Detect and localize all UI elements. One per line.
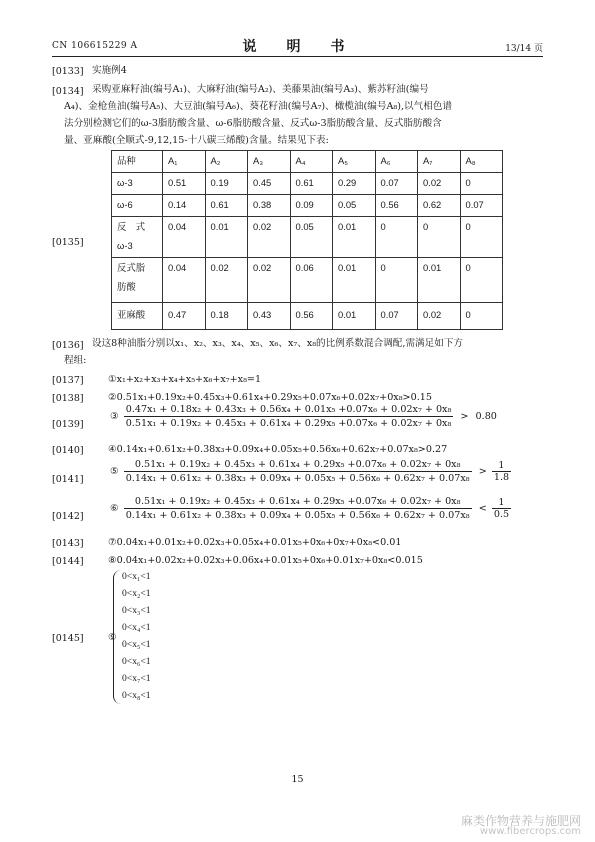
rhs-numerator: 1 (492, 460, 511, 472)
row-label: 亚麻酸 (112, 303, 163, 330)
relation: < (478, 503, 487, 514)
table-cell: 0.38 (248, 195, 291, 217)
table-header-cell: A₃ (248, 151, 291, 173)
table-header-cell: A₇ (418, 151, 461, 173)
para-number-0140: [0140] (52, 445, 84, 456)
denominator: 0.14x₁ + 0.61x₂ + 0.38x₃ + 0.09x₄ + 0.05x₅ + 0.56x₆ + 0.62x₇ + 0.07x₈ (125, 473, 470, 484)
para-number-0136: [0136] (52, 340, 84, 351)
table-cell: 0.43 (248, 303, 291, 330)
equation-mark-9: ⑨ (108, 632, 117, 643)
para-0134-line3: 法分别检测它们的ω-3脂肪酸含量、ω-6脂肪酸含量、反式ω-3脂肪酸含量、反式脂肪酸含 (64, 118, 442, 129)
para-number-0133: [0133] (52, 66, 84, 77)
equation-mark: ③ (110, 411, 119, 422)
equation-4: ④0.14x₁+0.61x₂+0.38x₃+0.09x₄+0.05x₅+0.56x₆+0.62x₇+0.07x₈>0.27 (108, 444, 448, 455)
para-number-0144: [0144] (52, 556, 84, 567)
rhs-denominator: 1.8 (493, 472, 510, 483)
table-header-row (112, 151, 503, 173)
fatty-acid-table (111, 150, 503, 330)
denominator: 0.51x₁ + 0.19x₂ + 0.45x₃ + 0.61x₄ + 0.29x₅ +0.07x₆ + 0.02x₇ + 0x₈ (125, 418, 452, 429)
bound-constraint: 0<x₇<1 (122, 673, 151, 684)
table-cell: 0.56 (375, 195, 418, 217)
table-cell: 0.05 (290, 217, 333, 258)
para-number-0137: [0137] (52, 375, 84, 386)
table-cell: 0.02 (418, 303, 461, 330)
para-0136-line1: 设这8种油脂分别以x₁、x₂、x₃、x₄、x₅、x₆、x₇、x₈的比例系数混合调配,需满足如下方 (92, 338, 464, 349)
relation: > (460, 411, 469, 422)
para-number-0134: [0134] (52, 86, 84, 97)
fraction (124, 496, 472, 521)
table-header-cell: A₄ (290, 151, 333, 173)
table-cell: 0.56 (290, 303, 333, 330)
table-cell: 0 (460, 258, 503, 303)
table-cell: 0.62 (418, 195, 461, 217)
header-rule (52, 56, 543, 57)
bound-constraint: 0<x₃<1 (122, 605, 151, 616)
para-0134-line4: 量、亚麻酸(全顺式-9,12,15-十八碳三烯酸)含量。结果见下表: (64, 135, 329, 146)
equation-8: ⑧0.04x₁+0.02x₂+0.02x₃+0.06x₄+0.01x₅+0x₆+0.01x₇+0x₈<0.015 (108, 555, 423, 566)
table-row (112, 258, 503, 303)
numerator: 0.51x₁ + 0.19x₂ + 0.45x₃ + 0.61x₄ + 0.29x₅ +0.07x₆ + 0.02x₇ + 0x₈ (124, 459, 472, 472)
table-cell: 0.01 (333, 303, 376, 330)
para-number-0138: [0138] (52, 393, 84, 404)
para-number-0135: [0135] (52, 237, 84, 248)
system-brace (113, 570, 122, 704)
equation-6 (108, 496, 511, 521)
table-cell: 0.06 (290, 258, 333, 303)
table-cell: 0.45 (248, 173, 291, 195)
rhs-value: 0.80 (475, 411, 497, 422)
table-cell: 0 (375, 217, 418, 258)
row-label: ω-3 (112, 173, 163, 195)
para-number-0141: [0141] (52, 474, 84, 485)
bound-constraint: 0<x₁<1 (122, 571, 151, 582)
page-indicator: 13/14 页 (505, 44, 543, 54)
table-cell: 0.02 (418, 173, 461, 195)
numerator: 0.47x₁ + 0.18x₂ + 0.43x₃ + 0.56x₄ + 0.01x₅ +0.07x₆ + 0.02x₇ + 0x₈ (125, 404, 452, 415)
rhs-fraction (492, 497, 511, 520)
equation-2: ②0.51x₁+0.19x₂+0.45x₃+0.61x₄+0.29x₅+0.07x₆+0.02x₇+0x₈>0.15 (108, 392, 432, 403)
bound-constraint: 0<x₈<1 (122, 690, 151, 701)
row-label: ω-6 (112, 195, 163, 217)
patent-number: CN 106615229 A (52, 41, 138, 51)
equation-1: ①x₁+x₂+x₃+x₄+x₅+x₆+x₇+x₈=1 (108, 374, 262, 385)
table-cell: 0.04 (163, 217, 206, 258)
para-0134-line1: 采购亚麻籽油(编号A₁)、大麻籽油(编号A₂)、美藤果油(编号A₃)、紫苏籽油(编号 (92, 84, 429, 95)
relation: > (478, 466, 487, 477)
table-row (112, 195, 503, 217)
table-cell: 0.14 (163, 195, 206, 217)
numerator: 0.51x₁ + 0.19x₂ + 0.45x₃ + 0.61x₄ + 0.29x₅ +0.07x₆ + 0.02x₇ + 0x₈ (124, 496, 472, 509)
table-header-cell: A₁ (163, 151, 206, 173)
table-cell: 0.61 (290, 173, 333, 195)
table-cell: 0 (460, 173, 503, 195)
watermark-title: 麻类作物营养与施肥网 (460, 814, 581, 828)
table-cell: 0.29 (333, 173, 376, 195)
bound-constraint: 0<x₅<1 (122, 639, 151, 650)
equation-5 (108, 459, 511, 484)
table-cell: 0.05 (333, 195, 376, 217)
table-cell: 0 (460, 217, 503, 258)
row-label: 反 式 ω-3 (112, 217, 163, 258)
table-cell: 0.01 (333, 217, 376, 258)
para-number-0142: [0142] (52, 511, 84, 522)
para-number-0143: [0143] (52, 538, 84, 549)
table-header-cell: A₅ (333, 151, 376, 173)
rhs-numerator: 1 (492, 497, 511, 509)
para-0136-line2: 程组: (64, 355, 87, 366)
table-cell: 0.61 (205, 195, 248, 217)
table-cell: 0.19 (205, 173, 248, 195)
table-row (112, 173, 503, 195)
equation-3 (108, 404, 497, 429)
table-cell: 0.02 (248, 217, 291, 258)
table-header-cell: A₂ (205, 151, 248, 173)
table-cell: 0 (460, 303, 503, 330)
table-cell: 0.51 (163, 173, 206, 195)
table-cell: 0.02 (248, 258, 291, 303)
denominator: 0.14x₁ + 0.61x₂ + 0.38x₃ + 0.09x₄ + 0.05x₅ + 0.56x₆ + 0.62x₇ + 0.07x₈ (125, 510, 470, 521)
document-title: 说 明 书 (242, 39, 353, 55)
para-number-0139: [0139] (52, 419, 84, 430)
table-cell: 0.07 (375, 173, 418, 195)
bound-constraint: 0<x₄<1 (122, 622, 151, 633)
table-cell: 0.09 (290, 195, 333, 217)
table-cell: 0.04 (163, 258, 206, 303)
bound-constraint: 0<x₂<1 (122, 588, 151, 599)
para-0134-line2: A₄)、金枪鱼油(编号A₅)、大豆油(编号A₆)、葵花籽油(编号A₇)、橄榄油(编号A₈),以气相色谱 (64, 101, 453, 112)
table-cell: 0.01 (205, 217, 248, 258)
row-label: 反式脂 肪酸 (112, 258, 163, 303)
rhs-fraction (492, 460, 511, 483)
table-row (112, 303, 503, 330)
page-number: 15 (291, 774, 304, 785)
table-cell: 0 (418, 217, 461, 258)
table-cell: 0.07 (460, 195, 503, 217)
table-cell: 0.07 (375, 303, 418, 330)
table-header-cell: A₈ (460, 151, 503, 173)
para-0133-text: 实施例4 (92, 65, 127, 76)
table-cell: 0.47 (163, 303, 206, 330)
table-cell: 0.02 (205, 258, 248, 303)
table-cell: 0.18 (205, 303, 248, 330)
fraction (124, 459, 472, 484)
para-number-0145: [0145] (52, 633, 84, 644)
equation-mark: ⑤ (110, 466, 119, 477)
rhs-denominator: 0.5 (493, 509, 510, 520)
table-cell: 0 (375, 258, 418, 303)
equation-mark: ⑥ (110, 503, 119, 514)
table-cell: 0.01 (418, 258, 461, 303)
table-header-cell: A₆ (375, 151, 418, 173)
table-header-cell: 品种 (112, 151, 163, 173)
bound-constraint: 0<x₆<1 (122, 656, 151, 667)
table-row (112, 217, 503, 258)
table-cell: 0.01 (333, 258, 376, 303)
fraction (124, 404, 454, 429)
watermark-url: www.fibercrops.com (479, 826, 581, 837)
equation-7: ⑦0.04x₁+0.01x₂+0.02x₃+0.05x₄+0.01x₅+0x₆+0x₇+0x₈<0.01 (108, 537, 402, 548)
